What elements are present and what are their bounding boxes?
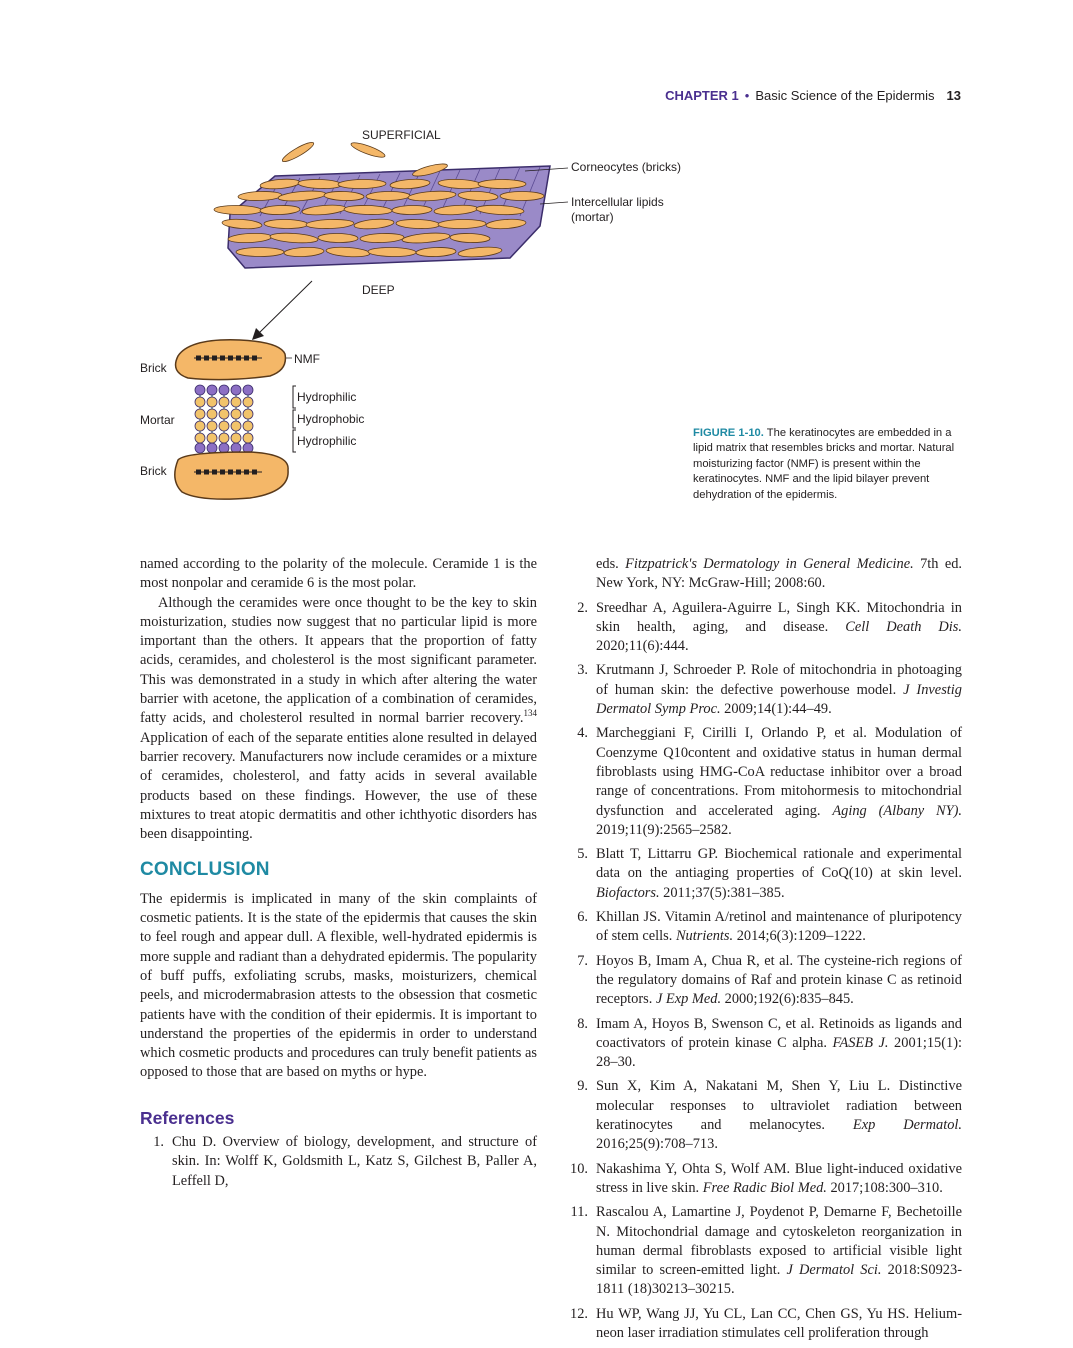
- lipid-head: [219, 421, 229, 431]
- reference-text: Imam A, Hoyos B, Swenson C, et al. Retinoids as ligands and coactivators of protein kinase C alpha.: [596, 1015, 962, 1051]
- label-mortar: Mortar: [140, 413, 175, 427]
- lipid-head: [231, 409, 241, 419]
- label-lipids-line1: Intercellular lipids: [571, 195, 664, 209]
- reference-journal: Exp Dermatol.: [852, 1117, 962, 1134]
- reference-4: [564, 724, 962, 840]
- label-hydrophilic-bottom: Hydrophilic: [297, 434, 357, 448]
- lipid-head: [195, 443, 205, 453]
- right-column: [564, 555, 962, 1348]
- lipid-head: [207, 421, 217, 431]
- corneocyte: [478, 180, 526, 189]
- lipid-head: [207, 443, 217, 453]
- reference-journal: Biofactors.: [596, 884, 660, 901]
- lipid-head: [207, 397, 217, 407]
- reference-text: Hoyos B, Imam A, Chua R, et al. The cysteine-rich regions of the regulatory domains of Raf and protein kinase C as retinoid receptors.: [596, 952, 962, 1008]
- lipid-head: [219, 443, 229, 453]
- label-brick-bottom: Brick: [140, 464, 167, 478]
- reference-journal: Cell Death Dis.: [845, 618, 962, 635]
- lipid-head: [243, 409, 253, 419]
- reference-tail: 2019;11(9):2565–2582.: [596, 821, 732, 838]
- label-nmf: NMF: [294, 352, 320, 366]
- reference-5: [564, 845, 962, 903]
- paragraph-2-part-a: Although the ceramides were once thought to be the key to skin moisturization, studies now suggest that no particular lipid is more important than the others. It appears that the proportion of fatty acids, ceramides, and cholesterol is the most significant parameter. This was demonstrated in a study in which after altering the water barrier with acetone, the application of a combination of ceramides, fatty acids, and cholesterol resulted in normal barrier recovery.: [140, 594, 537, 727]
- lipid-head: [207, 385, 217, 395]
- label-corneocytes: Corneocytes (bricks): [571, 160, 682, 174]
- chapter-title: Basic Science of the Epidermis: [755, 88, 935, 103]
- lipid-head: [195, 421, 205, 431]
- reference-10: [564, 1160, 962, 1199]
- reference-2: [564, 599, 962, 657]
- label-lipids-line2: (mortar): [571, 210, 614, 224]
- reference-tail: 2016;25(9):708–713.: [596, 1136, 718, 1153]
- reference-journal: Nutrients.: [675, 928, 734, 945]
- lipid-bilayer: [195, 385, 253, 453]
- reference-number: 11.: [570, 1204, 588, 1221]
- conclusion-heading: CONCLUSION: [140, 859, 270, 881]
- corneocyte: [236, 248, 284, 257]
- label-hydrophilic-top: Hydrophilic: [297, 390, 357, 404]
- reference-journal: Fitzpatrick's Dermatology in General Medicine.: [625, 556, 914, 572]
- reference-number: 12.: [570, 1305, 588, 1322]
- reference-text: Rascalou A, Lamartine J, Poydenot P, Demarne F, Bechetoille N. Mitochondrial damage and cytoskeleton reorganization in human dermal fibroblasts exposed to artificial visible light similar to screen-emitted light.: [596, 1204, 962, 1279]
- reference-tail: 2020;11(6):444.: [596, 638, 689, 655]
- reference-text: Marcheggiani F, Cirilli I, Orlando P, et al. Modulation of Coenzyme Q10content and oxidative status in human dermal fibroblasts using HMG-CoA reductase inhibitor over a broad range of concentrations. From mitohormesis to mitochondrial dysfunction and accelerated aging.: [596, 725, 962, 819]
- reference-journal: Free Radic Biol Med.: [702, 1179, 827, 1196]
- corneocyte: [500, 192, 544, 201]
- running-head: [665, 88, 961, 103]
- body-paragraph-2: [140, 594, 537, 845]
- lipid-head: [219, 433, 229, 443]
- reference-number: 10.: [570, 1160, 588, 1177]
- lipid-head: [195, 397, 205, 407]
- reference-1: [140, 1133, 537, 1191]
- references-heading: References: [140, 1107, 235, 1128]
- reference-tail: 2000;192(6):835–845.: [721, 991, 854, 1008]
- reference-number: 4.: [577, 725, 588, 742]
- reference-9: [564, 1077, 962, 1154]
- reference-number: 1.: [153, 1134, 164, 1151]
- reference-number: 8.: [577, 1015, 588, 1032]
- reference-text: Chu D. Overview of biology, development, and structure of skin. In: Wolff K, Goldsmith L, Katz S, Gilchest B, Paller A, Leffell D,: [172, 1134, 537, 1189]
- reference-text: Krutmann J, Schroeder P. Role of mitochondria in photoaging of human skin: the defective powerhouse model.: [596, 662, 962, 698]
- reference-tail: 2011;37(5):381–385.: [659, 884, 785, 901]
- reference-8: [564, 1015, 962, 1073]
- lipid-head: [231, 421, 241, 431]
- reference-journal: J Exp Med.: [655, 991, 722, 1008]
- lipid-head: [195, 385, 205, 395]
- reference-number: 3.: [577, 662, 588, 679]
- reference-text: Khillan JS. Vitamin A/retinol and maintenance of pluripotency of stem cells.: [596, 909, 962, 945]
- lipid-head: [243, 421, 253, 431]
- reference-text: Sun X, Kim A, Nakatani M, Shen Y, Liu L. Distinctive molecular responses to ultraviolet radiation between keratinocytes and melanocytes.: [596, 1078, 962, 1134]
- lipid-head: [231, 397, 241, 407]
- lipid-head: [195, 409, 205, 419]
- reference-tail: 2018:S0923-1811 (18)30213–30215.: [596, 1262, 962, 1298]
- lipid-head: [219, 409, 229, 419]
- reference-journal: J Dermatol Sci.: [786, 1262, 882, 1279]
- paragraph-2-part-b: Application of each of the separate entities alone resulted in delayed barrier recovery. Manufacturers now include ceramides or a mixture of ceramides, cholesterol, and fatty acids in several available products based on these findings. However, the use of these mixtures to treat atopic dermatitis and other ichthyotic disorders has been disappointing.: [140, 729, 537, 843]
- reference-tail: 2014;6(3):1209–1222.: [733, 928, 866, 945]
- left-column: [140, 555, 537, 1196]
- reference-number: 5.: [577, 846, 588, 863]
- reference-12: [564, 1305, 962, 1344]
- caption-label: FIGURE 1-10.: [693, 427, 764, 439]
- body-paragraph-1: named according to the polarity of the molecule. Ceramide 1 is the most nonpolar and ceramide 6 is the most polar.: [140, 556, 537, 592]
- lipid-head: [243, 433, 253, 443]
- reference-text: eds.: [596, 556, 626, 572]
- figure-caption: [693, 426, 968, 503]
- reference-journal: Aging (Albany NY).: [832, 802, 962, 819]
- caption-text: The keratinocytes are embedded in a lipid matrix that resembles bricks and mortar. Natural moisturizing factor (NMF) is present within the keratinocytes. NMF and the lipid bilayer prevent dehydration of the epidermis.: [693, 427, 955, 501]
- reference-1-continued: [564, 555, 962, 594]
- zoomed-brick-bottom: [175, 452, 288, 499]
- lipid-head: [207, 433, 217, 443]
- label-deep: DEEP: [362, 283, 395, 297]
- zoomed-brick-top: [176, 340, 286, 380]
- reference-11: [564, 1203, 962, 1299]
- figure-1-10: [130, 118, 690, 518]
- reference-3: [564, 661, 962, 719]
- lipid-head: [207, 409, 217, 419]
- corneocyte-flake: [280, 140, 315, 165]
- reference-tail: 7th ed. New York, NY: McGraw-Hill; 2008:60.: [596, 556, 963, 592]
- bricks-and-mortar-illustration: [130, 118, 690, 518]
- reference-journal: FASEB J.: [832, 1034, 889, 1051]
- reference-6: [564, 908, 962, 947]
- reference-7: [564, 952, 962, 1010]
- reference-number: 2.: [577, 599, 588, 616]
- reference-list: [564, 599, 962, 1344]
- lipid-head: [195, 433, 205, 443]
- reference-tail: 2001;15(1): 28–30.: [596, 1034, 962, 1071]
- lipid-head: [219, 385, 229, 395]
- reference-number: 7.: [577, 952, 588, 969]
- chapter-label: CHAPTER 1: [665, 88, 739, 103]
- reference-tail: 2017;108:300–310.: [826, 1179, 943, 1196]
- lipid-head: [231, 433, 241, 443]
- reference-number: 6.: [577, 909, 588, 926]
- corneocyte-flake: [350, 140, 387, 160]
- lipid-head: [243, 397, 253, 407]
- page-number: 13: [946, 88, 961, 103]
- reference-journal: J Investig Dermatol Symp Proc.: [596, 681, 962, 718]
- reference-text: Hu WP, Wang JJ, Yu CL, Lan CC, Chen GS, Yu HS. Helium-neon laser irradiation stimulates cell proliferation through: [596, 1305, 962, 1341]
- reference-text: Blatt T, Littarru GP. Biochemical rationale and experimental data on the antiaging properties of CoQ(10) at skin level.: [596, 846, 962, 882]
- citation-134: 134: [523, 708, 537, 719]
- zoom-arrow: [252, 281, 312, 340]
- lipid-head: [219, 397, 229, 407]
- lipid-head: [243, 385, 253, 395]
- reference-number: 9.: [577, 1078, 588, 1095]
- reference-text: Sreedhar A, Aguilera-Aguirre L, Singh KK. Mitochondria in skin health, aging, and disease.: [596, 599, 962, 635]
- label-brick-top: Brick: [140, 361, 167, 375]
- conclusion-paragraph: The epidermis is implicated in many of the skin complaints of cosmetic patients. It is the state of the epidermis that causes the skin to feel rough and appear dull. A flexible, well-hydrated epidermis is more supple and radiant than a dehydrated epidermis. The popularity of buff puffs, exfoliating scrubs, masks, moisturizers, chemical peels, and microdermabrasion attests to the obsession that cosmetic patients have with the condition of their epidermis. It is important to understand the properties of the epidermis in order to understand which cosmetic products and procedures can truly benefit patients as opposed to those that are based on myths or hype.: [140, 890, 537, 1081]
- polarity-brackets: [293, 386, 296, 452]
- label-superficial: SUPERFICIAL: [362, 128, 441, 142]
- lipid-head: [231, 385, 241, 395]
- label-hydrophobic: Hydrophobic: [297, 412, 365, 426]
- reference-text: Nakashima Y, Ohta S, Wolf AM. Blue light-induced oxidative stress in live skin.: [596, 1160, 962, 1196]
- reference-tail: 2009;14(1):44–49.: [720, 701, 832, 718]
- header-separator: •: [744, 88, 750, 103]
